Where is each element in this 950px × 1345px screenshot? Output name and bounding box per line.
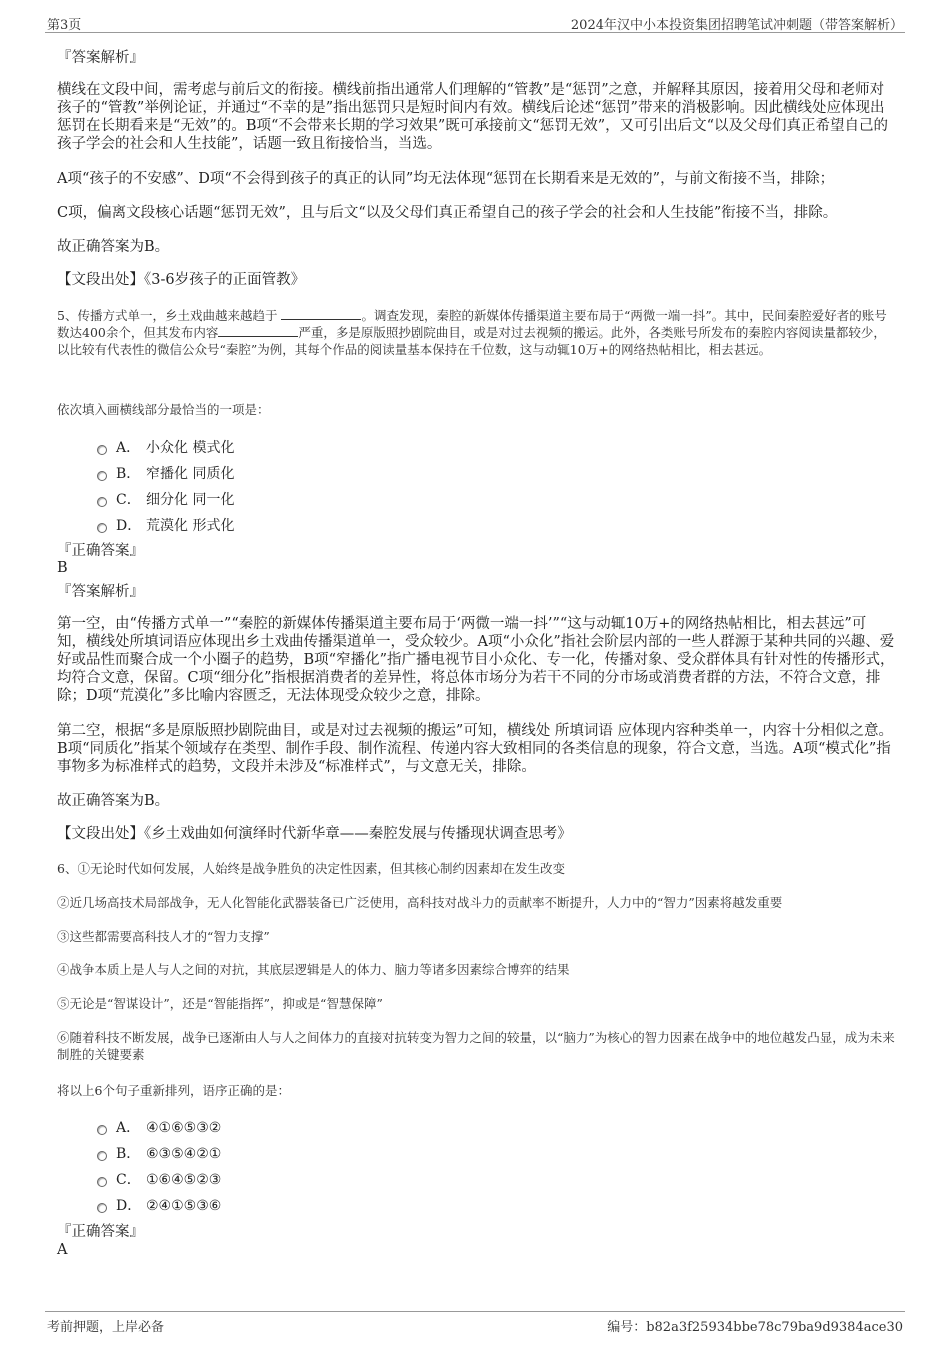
q6-sentence-3: ③这些都需要高科技人才的“智力支撑” [57, 929, 270, 944]
radio-icon[interactable] [97, 445, 107, 455]
q5-answer-label: 『正确答案』 [57, 543, 144, 559]
q5-stem-c: 严重，多是原版照抄剧院曲目，或是对过去视频的搬运。此外，各类账号所发布的秦腔内容阅读量都较少，以比较有代表性的微信公众号“秦腔”为例，其每个作品的阅读量基本保持在千位数，这与动辄10万+的网络热帖相比，相去甚远。 [57, 325, 886, 357]
q6-instruction: 将以上6个句子重新排列，语序正确的是： [57, 1083, 290, 1098]
q6-answer: A [57, 1242, 68, 1258]
q4-analysis-p3: C项，偏离文段核心话题“惩罚无效”，且与后文“以及父母们真正希望自己的孩子学会的社会和人生技能”衔接不当，排除。 [57, 205, 838, 221]
q5-conclusion: 故正确答案为B。 [57, 793, 170, 809]
q4-conclusion: 故正确答案为B。 [57, 239, 170, 255]
q6-sentence-6: ⑥随着科技不断发展，战争已逐渐由人与人之间体力的直接对抗转变为智力之间的较量，以“脑力”为核心的智力因素在战争中的地位越发凸显，成为未来制胜的关键要素 [57, 1030, 895, 1062]
page-header [45, 12, 905, 33]
radio-icon[interactable] [97, 471, 107, 481]
q5-blank-2 [218, 324, 298, 337]
radio-icon[interactable] [97, 523, 107, 533]
q6-sentence-1: 6、①无论时代如何发展，人始终是战争胜负的决定性因素，但其核心制约因素却在发生改变 [57, 861, 565, 876]
q6-option-a[interactable]: A． ④①⑥⑤③② [97, 1117, 221, 1135]
q6-sentence-2: ②近几场高技术局部战争，无人化智能化武器装备已广泛使用，高科技对战斗力的贡献率不断提升，人力中的“智力”因素将越发重要 [57, 895, 783, 910]
page-number: 第3页 [47, 18, 82, 33]
radio-icon[interactable] [97, 1203, 107, 1213]
q6-sentence-5: ⑤无论是“智谋设计”，还是“智能指挥”，抑或是“智慧保障” [57, 996, 383, 1011]
q5-analysis-p2: 第二空，根据“多是原版照抄剧院曲目，或是对过去视频的搬运”可知，横线处 所填词语 应体现内容种类单一，内容十分相似之意。B项“同质化”指某个领域存在类型、制作手段、制作流程、传递内容大致相同的各类信息的现象，符合文意，当选。A项“模式化”指事物多为标准样式的趋势，文段并未涉及“标准样式”，与文意无关，排除。 [57, 723, 894, 775]
q6-option-d[interactable]: D． ②④①⑤③⑥ [97, 1195, 221, 1213]
q5-option-a[interactable]: A． 小众化 模式化 [97, 437, 234, 455]
radio-icon[interactable] [97, 1125, 107, 1135]
q4-analysis-p1: 横线在文段中间，需考虑与前后文的衔接。横线前指出通常人们理解的“管教”是“惩罚”之意，并解释其原因，接着用父母和老师对孩子的“管教”举例论证，并通过“不幸的是”指出惩罚只是短时间内有效。横线后论述“惩罚”带来的消极影响。因此横线处应体现出惩罚在长期看来是“无效”的。B项“不会带来长期的学习效果”既可承接前文“惩罚无效”，又可引出后文“以及父母们真正希望自己的孩子学会的社会和人生技能”，话题一致且衔接恰当，当选。 [57, 82, 889, 152]
q6-sentence-4: ④战争本质上是人与人之间的对抗，其底层逻辑是人的体力、脑力等诸多因素综合博弈的结果 [57, 962, 570, 977]
q6-option-c[interactable]: C． ①⑥④⑤②③ [97, 1169, 221, 1187]
q4-analysis-p2: A项“孩子的不安感”、D项“不会得到孩子的真正的认同”均无法体现“惩罚在长期看来是无效的”，与前文衔接不当，排除； [57, 171, 835, 187]
q5-instruction: 依次填入画横线部分最恰当的一项是： [57, 402, 270, 417]
q5-answer: B [57, 560, 68, 576]
document-title: 2024年汉中小本投资集团招聘笔试冲刺题（带答案解析） [570, 18, 903, 33]
q5-option-d[interactable]: D． 荒漠化 形式化 [97, 515, 234, 533]
q5-source: 【文段出处】《乡土戏曲如何演绎时代新华章——秦腔发展与传播现状调查思考》 [57, 826, 572, 842]
q5-option-c[interactable]: C． 细分化 同一化 [97, 489, 234, 507]
radio-icon[interactable] [97, 497, 107, 507]
q6-option-b[interactable]: B． ⑥③⑤④②① [97, 1143, 221, 1161]
q5-stem [57, 307, 895, 358]
footer-slogan: 考前押题，上岸必备 [47, 1320, 165, 1335]
q5-stem-a: 5、传播方式单一，乡土戏曲越来越趋于 [57, 308, 278, 323]
q5-analysis-p1: 第一空，由“传播方式单一”“秦腔的新媒体传播渠道主要布局于‘两微一端一抖’”“这与动辄10万+的网络热帖相比，相去甚远”可知，横线处所填词语应体现出乡土戏曲传播渠道单一，受众较少。A项“小众化”指社会阶层内部的一些人群源于某种共同的兴趣、爱好或品性而聚合成一个小圈子的趋势，B项“窄播化”指广播电视节目小众化、专一化，传播对象、受众群体具有针对性的传播形式，均符合文意，保留。C项“细分化”指根据消费者的差异性，将总体市场分为若干不同的分市场或消费者群的方法，不符合文意，排除；D项“荒漠化”多比喻内容匮乏，无法体现受众较少之意，排除。 [57, 616, 895, 704]
q5-analysis-label: 『答案解析』 [57, 584, 144, 600]
radio-icon[interactable] [97, 1151, 107, 1161]
radio-icon[interactable] [97, 1177, 107, 1187]
q5-blank-1 [281, 307, 361, 320]
q6-answer-label: 『正确答案』 [57, 1224, 144, 1240]
q4-analysis-label: 『答案解析』 [57, 50, 144, 66]
page-footer [45, 1311, 905, 1336]
q5-stem-b: 。调查发现，秦腔的新媒体传播渠道主要布局于“两微一端一抖”。其中，民间秦腔爱好者的账号数达400余个，但其发布内容 [57, 308, 887, 340]
footer-serial: 编号：b82a3f25934bbe78c79ba9d9384ace30 [607, 1320, 903, 1335]
q4-source: 【文段出处】《3-6岁孩子的正面管教》 [57, 272, 306, 288]
q5-option-b[interactable]: B． 窄播化 同质化 [97, 463, 234, 481]
